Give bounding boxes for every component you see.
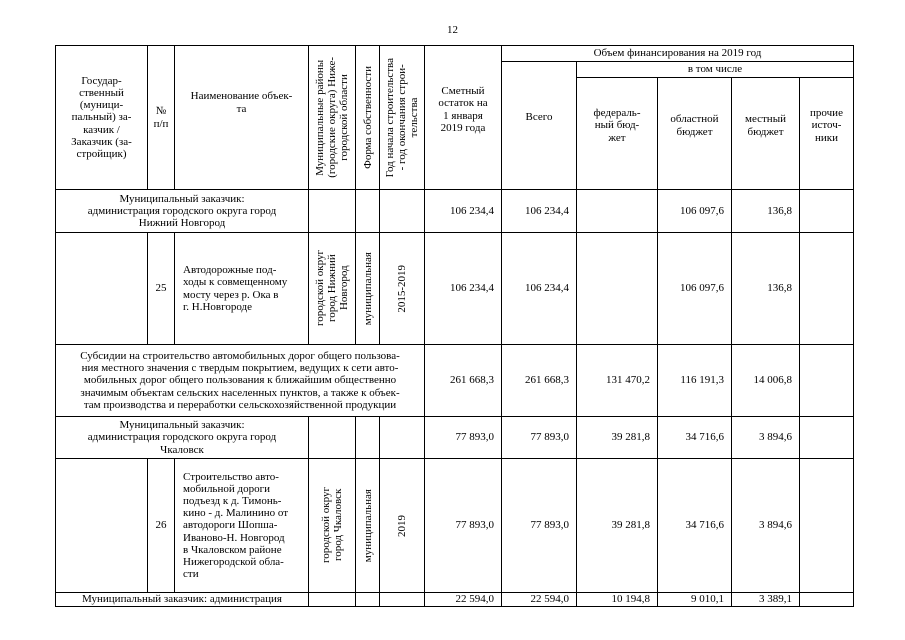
local-value: 3 389,1 [732, 593, 800, 607]
header-regional: областной бюджет [658, 78, 732, 190]
header-other: прочие источ- ники [800, 78, 854, 190]
local-value: 3 894,6 [732, 417, 800, 459]
local-value: 136,8 [732, 190, 800, 233]
table-row [56, 593, 854, 607]
header-local: местный бюджет [732, 78, 800, 190]
table-row [56, 233, 854, 345]
regional-value: 116 191,3 [658, 345, 732, 417]
header-years: Год начала строительства - год окончания строи- тельства [384, 57, 420, 178]
object-name: Автодорожные под- ходы к совмещенному мосту через р. Ока в г. Н.Новгороде [175, 233, 309, 345]
total-value: 106 234,4 [502, 233, 577, 345]
total-value: 22 594,0 [502, 593, 577, 607]
table-row [56, 417, 854, 459]
estimate-value: 22 594,0 [425, 593, 502, 607]
federal-value: 10 194,8 [577, 593, 658, 607]
federal-value: 39 281,8 [577, 459, 658, 593]
header-districts: Муниципальные районы (городские округа) Ниже- городской области [314, 57, 350, 178]
ownership-form: муниципальная [361, 251, 374, 326]
header-estimate-remainder: Сметный остаток на 1 января 2019 года [425, 46, 502, 190]
header-object-name: Наименование объек- та [175, 46, 309, 190]
row-label: Муниципальный заказчик: администрация городского округа город Нижний Новгород [56, 190, 309, 233]
table-row [56, 345, 854, 417]
other-value [800, 593, 854, 607]
row-label: Муниципальный заказчик: администрация городского округа город Чкаловск [56, 417, 309, 459]
ownership-form: муниципальная [361, 488, 374, 563]
estimate-value: 77 893,0 [425, 417, 502, 459]
table-row [56, 459, 854, 593]
local-value: 14 006,8 [732, 345, 800, 417]
other-value [800, 190, 854, 233]
federal-value: 39 281,8 [577, 417, 658, 459]
header-customer: Государ- ственный (муници- пальный) за- казчик / Заказчик (за- стройщик) [56, 46, 148, 190]
other-value [800, 459, 854, 593]
local-value: 3 894,6 [732, 459, 800, 593]
page-number: 12 [447, 24, 458, 36]
header-financing-volume: Объем финансирования на 2019 год [502, 46, 854, 62]
district-name: городской округ город Нижний Новгород [314, 250, 350, 327]
row-label: Муниципальный заказчик: администрация [56, 593, 309, 607]
federal-value [577, 190, 658, 233]
other-value [800, 233, 854, 345]
federal-value: 131 470,2 [577, 345, 658, 417]
construction-years: 2019 [396, 514, 408, 537]
header-num: № п/п [148, 46, 175, 190]
federal-value [577, 233, 658, 345]
regional-value: 34 716,6 [658, 459, 732, 593]
other-value [800, 345, 854, 417]
total-value: 77 893,0 [502, 459, 577, 593]
regional-value: 106 097,6 [658, 190, 732, 233]
object-name: Строительство авто- мобильной дороги подъезд к д. Тимонь- кино - д. Малинино от автодороги Шопша- Иваново-Н. Новгород в Чкаловском районе Нижегородской обла- сти [175, 459, 309, 593]
row-number: 25 [148, 233, 175, 345]
estimate-value: 106 234,4 [425, 190, 502, 233]
total-value: 77 893,0 [502, 417, 577, 459]
total-value: 261 668,3 [502, 345, 577, 417]
local-value: 136,8 [732, 233, 800, 345]
estimate-value: 77 893,0 [425, 459, 502, 593]
regional-value: 106 097,6 [658, 233, 732, 345]
table-row [56, 190, 854, 233]
regional-value: 9 010,1 [658, 593, 732, 607]
district-name: городской округ город Чкаловск [320, 487, 344, 564]
regional-value: 34 716,6 [658, 417, 732, 459]
header-including: в том числе [577, 62, 854, 78]
other-value [800, 417, 854, 459]
header-total: Всего [502, 62, 577, 190]
construction-years: 2015-2019 [396, 264, 408, 313]
estimate-value: 261 668,3 [425, 345, 502, 417]
row-number: 26 [148, 459, 175, 593]
total-value: 106 234,4 [502, 190, 577, 233]
header-federal: федераль- ный бюд- жет [577, 78, 658, 190]
row-label: Субсидии на строительство автомобильных дорог общего пользова- ния местного значения с твердым покрытием, ведущих к сети авто- мобильных дорог общего пользования к ближайшим общественно значимым объектам сельских населенных пунктов, а также к объек- там производства и переработки сельскохозяйственной продукции [56, 345, 425, 417]
financing-table [55, 45, 854, 607]
estimate-value: 106 234,4 [425, 233, 502, 345]
header-ownership: Форма собственности [361, 66, 374, 169]
